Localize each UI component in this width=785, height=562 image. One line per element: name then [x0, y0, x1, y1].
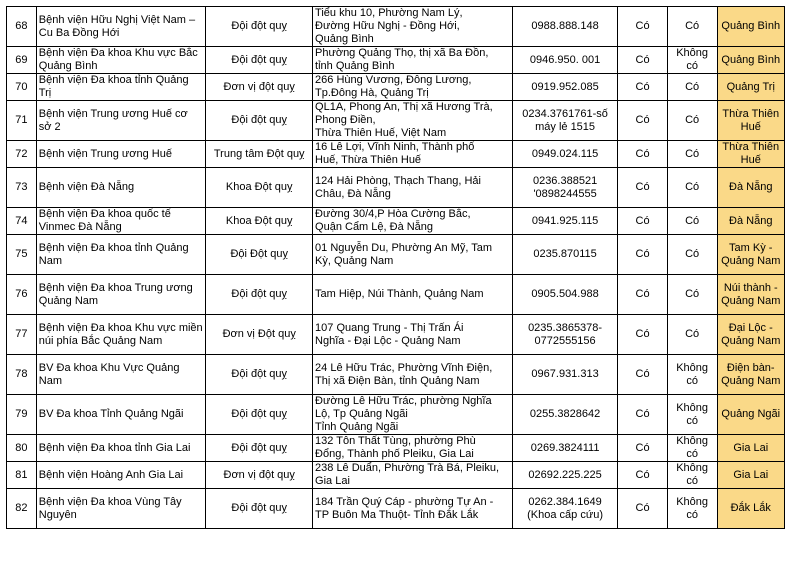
phone-number-cell: 0919.952.085 — [512, 74, 618, 101]
phone-number-cell: 0967.931.313 — [512, 355, 618, 395]
row-number-cell: 81 — [7, 462, 37, 489]
row-number-cell: 77 — [7, 315, 37, 355]
address-line: QL1A, Phong An, Thị xã Hương Trà, — [315, 101, 493, 113]
stroke-unit-cell: Đội đột quỵ — [206, 489, 313, 529]
hospital-name-cell: Bệnh viện Đa khoa tỉnh Gia Lai — [36, 435, 206, 462]
availability-a-cell: Có — [618, 141, 667, 168]
hospital-name-cell: Bệnh viện Đa khoa Vùng Tây Nguyên — [36, 489, 206, 529]
availability-b-cell: Không có — [667, 355, 717, 395]
stroke-unit-cell: Đội Đột quỵ — [206, 235, 313, 275]
hospital-name-cell: Bệnh viện Đa khoa quốc tế Vinmec Đà Nẵng — [36, 208, 206, 235]
availability-a-cell: Có — [618, 7, 667, 47]
availability-b-cell: Có — [667, 7, 717, 47]
stroke-unit-cell: Đội đột quỵ — [206, 7, 313, 47]
address-cell — [313, 208, 513, 235]
stroke-unit-cell: Đội đột quỵ — [206, 275, 313, 315]
stroke-unit-cell: Đơn vị đột quỵ — [206, 462, 313, 489]
phone-number-cell: 0236.388521 '0898244555 — [512, 168, 618, 208]
stroke-unit-cell: Khoa Đột quỵ — [206, 168, 313, 208]
hospital-name-cell: Bệnh viện Đà Nẵng — [36, 168, 206, 208]
address-line: Đường 30/4,P Hòa Cường Bắc, — [315, 208, 471, 220]
availability-b-cell: Có — [667, 315, 717, 355]
hospital-name-cell: Bệnh viện Trung ương Huế — [36, 141, 206, 168]
address-line: Kỳ, Quảng Nam — [315, 254, 394, 267]
stroke-unit-cell: Khoa Đột quỵ — [206, 208, 313, 235]
province-cell: Đại Lộc - Quảng Nam — [717, 315, 785, 355]
address-line: Tam Hiệp, Núi Thành, Quảng Nam — [315, 288, 484, 300]
row-number-cell: 70 — [7, 74, 37, 101]
address-line: Tp.Đông Hà, Quảng Trị — [315, 87, 429, 99]
availability-b-cell: Có — [667, 101, 717, 141]
province-cell: Tam Kỳ - Quảng Nam — [717, 235, 785, 275]
province-cell: Đắk Lắk — [717, 489, 785, 529]
address-line: Đổng, Thành phố Pleiku, Gia Lai — [315, 448, 474, 460]
table-row — [7, 462, 785, 489]
table-row — [7, 489, 785, 529]
table-row — [7, 74, 785, 101]
hospital-name-cell: Bệnh viện Hữu Nghị Việt Nam – Cu Ba Đồng Hới — [36, 7, 206, 47]
availability-a-cell: Có — [618, 435, 667, 462]
availability-a-cell: Có — [618, 355, 667, 395]
hospital-name-cell: BV Đa khoa Tỉnh Quảng Ngãi — [36, 395, 206, 435]
address-line: Châu, Đà Nẵng — [315, 187, 391, 200]
address-cell — [313, 489, 513, 529]
availability-a-cell: Có — [618, 208, 667, 235]
table-body — [7, 7, 785, 529]
availability-b-cell: Có — [667, 168, 717, 208]
address-line: Gia Lai — [315, 475, 350, 487]
address-cell — [313, 235, 513, 275]
availability-b-cell: Có — [667, 275, 717, 315]
table-row — [7, 275, 785, 315]
table-row — [7, 208, 785, 235]
availability-a-cell: Có — [618, 74, 667, 101]
availability-b-cell: Có — [667, 74, 717, 101]
address-line: Quảng Bình — [315, 33, 374, 45]
address-line: 238 Lê Duẩn, Phường Trà Bá, Pleiku, — [315, 462, 499, 474]
address-line: Thừa Thiên Huế, Việt Nam — [315, 127, 447, 139]
address-line: TP Buôn Ma Thuột- Tỉnh Đắk Lắk — [315, 508, 479, 521]
address-line: 266 Hùng Vương, Đông Lương, — [315, 74, 472, 86]
address-line: Phong Điền, — [315, 114, 376, 126]
address-line: 184 Trần Quý Cáp - phường Tự An - — [315, 495, 494, 508]
province-cell: Gia Lai — [717, 435, 785, 462]
address-cell — [313, 74, 513, 101]
table-row — [7, 47, 785, 74]
availability-b-cell: Có — [667, 141, 717, 168]
province-cell: Quảng Trị — [717, 74, 785, 101]
address-line: 107 Quang Trung - Thị Trấn Ái — [315, 321, 464, 334]
phone-number-cell: 0905.504.988 — [512, 275, 618, 315]
phone-number-cell: 0235.3865378- 0772555156 — [512, 315, 618, 355]
address-line: 24 Lê Hữu Trác, Phường Vĩnh Điện, — [315, 361, 493, 374]
hospital-name-cell: Bệnh viện Hoàng Anh Gia Lai — [36, 462, 206, 489]
availability-b-cell: Không có — [667, 395, 717, 435]
table-row — [7, 101, 785, 141]
phone-number-cell: 0941.925.115 — [512, 208, 618, 235]
hospital-name-cell: Bệnh viện Đa khoa tỉnh Quảng Trị — [36, 74, 206, 101]
address-cell — [313, 435, 513, 462]
hospital-name-cell: Bệnh viện Đa khoa Khu vực Bắc Quảng Bình — [36, 47, 206, 74]
stroke-unit-cell: Đội đột quỵ — [206, 355, 313, 395]
address-line: Đường Lê Hữu Trác, phường Nghĩa — [315, 395, 492, 407]
table-row — [7, 355, 785, 395]
address-line: Nghĩa - Đại Lộc - Quảng Nam — [315, 334, 461, 347]
province-cell: Gia Lai — [717, 462, 785, 489]
province-cell: Quảng Ngãi — [717, 395, 785, 435]
hospital-name-cell: Bệnh viện Đa khoa Khu vực miền núi phía Bắc Quảng Nam — [36, 315, 206, 355]
address-cell — [313, 7, 513, 47]
stroke-unit-cell: Trung tâm Đột quỵ — [206, 141, 313, 168]
row-number-cell: 72 — [7, 141, 37, 168]
stroke-unit-cell: Đội đột quỵ — [206, 101, 313, 141]
row-number-cell: 68 — [7, 7, 37, 47]
address-line: 132 Tôn Thất Tùng, phường Phù — [315, 435, 476, 447]
row-number-cell: 74 — [7, 208, 37, 235]
availability-a-cell: Có — [618, 235, 667, 275]
availability-b-cell: Có — [667, 235, 717, 275]
address-cell — [313, 462, 513, 489]
row-number-cell: 78 — [7, 355, 37, 395]
address-line: 01 Nguyễn Du, Phường An Mỹ, Tam — [315, 241, 493, 254]
availability-b-cell: Không có — [667, 462, 717, 489]
address-cell — [313, 315, 513, 355]
address-cell — [313, 275, 513, 315]
availability-a-cell: Có — [618, 462, 667, 489]
table-row — [7, 7, 785, 47]
province-cell: Điện bàn- Quảng Nam — [717, 355, 785, 395]
availability-a-cell: Có — [618, 168, 667, 208]
row-number-cell: 76 — [7, 275, 37, 315]
table-row — [7, 168, 785, 208]
hospital-name-cell: Bệnh viện Đa khoa tỉnh Quảng Nam — [36, 235, 206, 275]
stroke-unit-cell: Đội đột quỵ — [206, 47, 313, 74]
phone-number-cell: 0262.384.1649 (Khoa cấp cứu) — [512, 489, 618, 529]
row-number-cell: 71 — [7, 101, 37, 141]
address-cell — [313, 141, 513, 168]
hospital-name-cell: Bệnh viện Đa khoa Trung ương Quảng Nam — [36, 275, 206, 315]
province-cell: Núi thành - Quảng Nam — [717, 275, 785, 315]
row-number-cell: 75 — [7, 235, 37, 275]
table-row — [7, 435, 785, 462]
address-line: Thị xã Điện Bàn, tỉnh Quảng Nam — [315, 374, 480, 387]
stroke-unit-cell: Đội đột quỵ — [206, 395, 313, 435]
province-cell: Quảng Bình — [717, 47, 785, 74]
hospital-name-cell: BV Đa khoa Khu Vực Quảng Nam — [36, 355, 206, 395]
phone-number-cell: 0234.3761761-số máy lẻ 1515 — [512, 101, 618, 141]
availability-b-cell: Không có — [667, 489, 717, 529]
row-number-cell: 73 — [7, 168, 37, 208]
hospital-name-cell: Bệnh viện Trung ương Huế cơ sở 2 — [36, 101, 206, 141]
row-number-cell: 69 — [7, 47, 37, 74]
phone-number-cell: 0235.870115 — [512, 235, 618, 275]
phone-number-cell: 0988.888.148 — [512, 7, 618, 47]
availability-b-cell: Không có — [667, 47, 717, 74]
address-line: Phường Quảng Thọ, thị xã Ba Đồn, — [315, 47, 489, 59]
phone-number-cell: 0946.950. 001 — [512, 47, 618, 74]
address-line: Tỉnh Quảng Ngãi — [315, 421, 399, 433]
availability-b-cell: Không có — [667, 435, 717, 462]
table-row — [7, 141, 785, 168]
stroke-unit-cell: Đơn vị đột quỵ — [206, 74, 313, 101]
phone-number-cell: 0949.024.115 — [512, 141, 618, 168]
address-cell — [313, 168, 513, 208]
availability-a-cell: Có — [618, 395, 667, 435]
table-row — [7, 235, 785, 275]
phone-number-cell: 02692.225.225 — [512, 462, 618, 489]
address-line: Huế, Thừa Thiên Huế — [315, 154, 422, 166]
stroke-unit-cell: Đội đột quỵ — [206, 435, 313, 462]
table-row — [7, 315, 785, 355]
province-cell: Thừa Thiên Huế — [717, 141, 785, 168]
availability-a-cell: Có — [618, 101, 667, 141]
address-cell — [313, 47, 513, 74]
row-number-cell: 80 — [7, 435, 37, 462]
row-number-cell: 82 — [7, 489, 37, 529]
availability-a-cell: Có — [618, 275, 667, 315]
province-cell: Quảng Bình — [717, 7, 785, 47]
stroke-unit-cell: Đơn vị Đột quỵ — [206, 315, 313, 355]
table-row — [7, 395, 785, 435]
availability-a-cell: Có — [618, 315, 667, 355]
phone-number-cell: 0255.3828642 — [512, 395, 618, 435]
address-cell — [313, 101, 513, 141]
availability-a-cell: Có — [618, 489, 667, 529]
address-line: Đường Hữu Nghị - Đồng Hới, — [315, 20, 460, 32]
province-cell: Đà Nẵng — [717, 208, 785, 235]
row-number-cell: 79 — [7, 395, 37, 435]
hospital-table — [6, 6, 785, 529]
province-cell: Thừa Thiên Huế — [717, 101, 785, 141]
address-line: Quận Cẩm Lệ, Đà Nẵng — [315, 221, 434, 233]
address-line: Lộ, Tp Quảng Ngãi — [315, 408, 408, 420]
address-line: 16 Lê Lợi, Vĩnh Ninh, Thành phố — [315, 141, 475, 153]
province-cell: Đà Nẵng — [717, 168, 785, 208]
address-line: Tiểu khu 10, Phường Nam Lý, — [315, 7, 463, 19]
address-cell — [313, 355, 513, 395]
availability-b-cell: Có — [667, 208, 717, 235]
address-line: 124 Hải Phòng, Thạch Thang, Hải — [315, 174, 481, 187]
phone-number-cell: 0269.3824111 — [512, 435, 618, 462]
address-line: tỉnh Quảng Bình — [315, 60, 395, 72]
availability-a-cell: Có — [618, 47, 667, 74]
address-cell — [313, 395, 513, 435]
